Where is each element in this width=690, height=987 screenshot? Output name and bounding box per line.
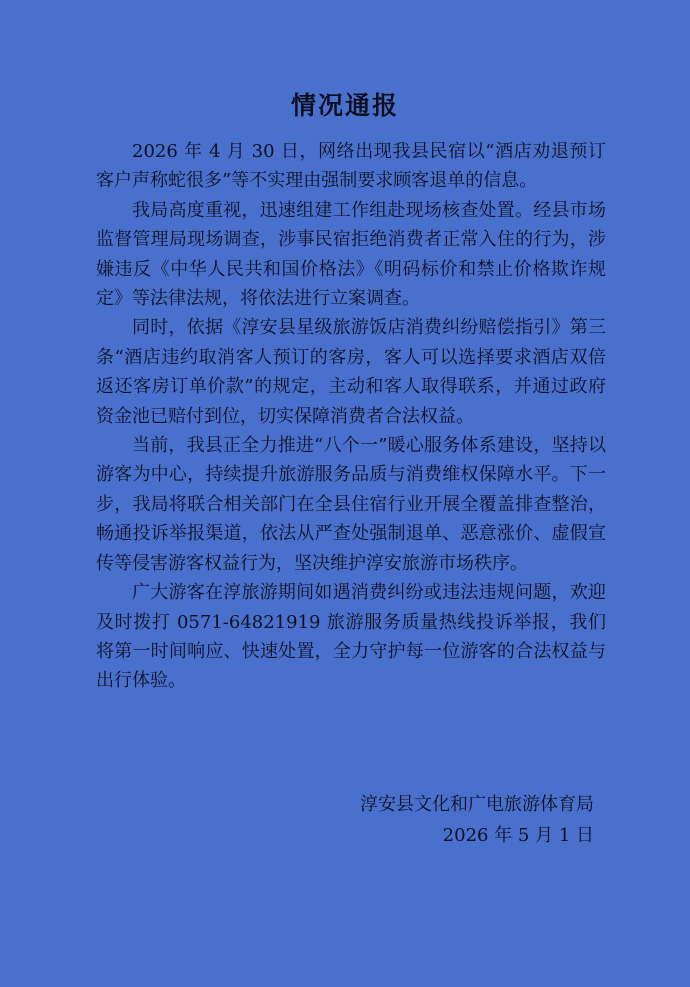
paragraph-incident: 2026 年 4 月 30 日，网络出现我县民宿以“酒店劝退预订客户声称蛇很多”等不实理由强制要求顾客退单的信息。 xyxy=(96,141,606,192)
issuer-name: 淳安县文化和广电旅游体育局 xyxy=(360,794,594,815)
notice-body xyxy=(96,137,606,696)
paragraph-next-steps: 当前，我县正全力推进“八个一”暖心服务体系建设，坚持以游客为中心，持续提升旅游服务品质与消费维权保障水平。下一步，我局将联合相关部门在全县住宿行业开展全覆盖排查整治，畅通投诉举报渠道，依法从严查处强制退单、恶意涨价、虚假宣传等侵害游客权益行为，坚决维护淳安旅游市场秩序。 xyxy=(96,435,606,574)
issue-date: 2026 年 5 月 1 日 xyxy=(442,825,594,846)
paragraph-compensation: 同时，依据《淳安县星级旅游饭店消费纠纷赔偿指引》第三条“酒店违约取消客人预订的客房，客人可以选择要求酒店双倍返还客房订单价款”的规定，主动和客人取得联系，并通过政府资金池已赔付到位，切实保障消费者合法权益。 xyxy=(96,317,606,427)
signature-block xyxy=(360,789,594,851)
notice-title: 情况通报 xyxy=(290,91,399,120)
paragraph-investigation: 我局高度重视，迅速组建工作组赴现场核查处置。经县市场监督管理局现场调查，涉事民宿拒绝消费者正常入住的行为，涉嫌违反《中华人民共和国价格法》《明码标价和禁止价格欺诈规定》等法律法规，将依法进行立案调查。 xyxy=(96,199,606,310)
paragraph-hotline: 广大游客在淳旅游期间如遇消费纠纷或违法违规问题，欢迎及时拨打 0571-64821919 旅游服务质量热线投诉举报，我们将第一时间响应、快速处置，全力守护每一位游客的合法权益与出行体验。 xyxy=(96,582,606,692)
